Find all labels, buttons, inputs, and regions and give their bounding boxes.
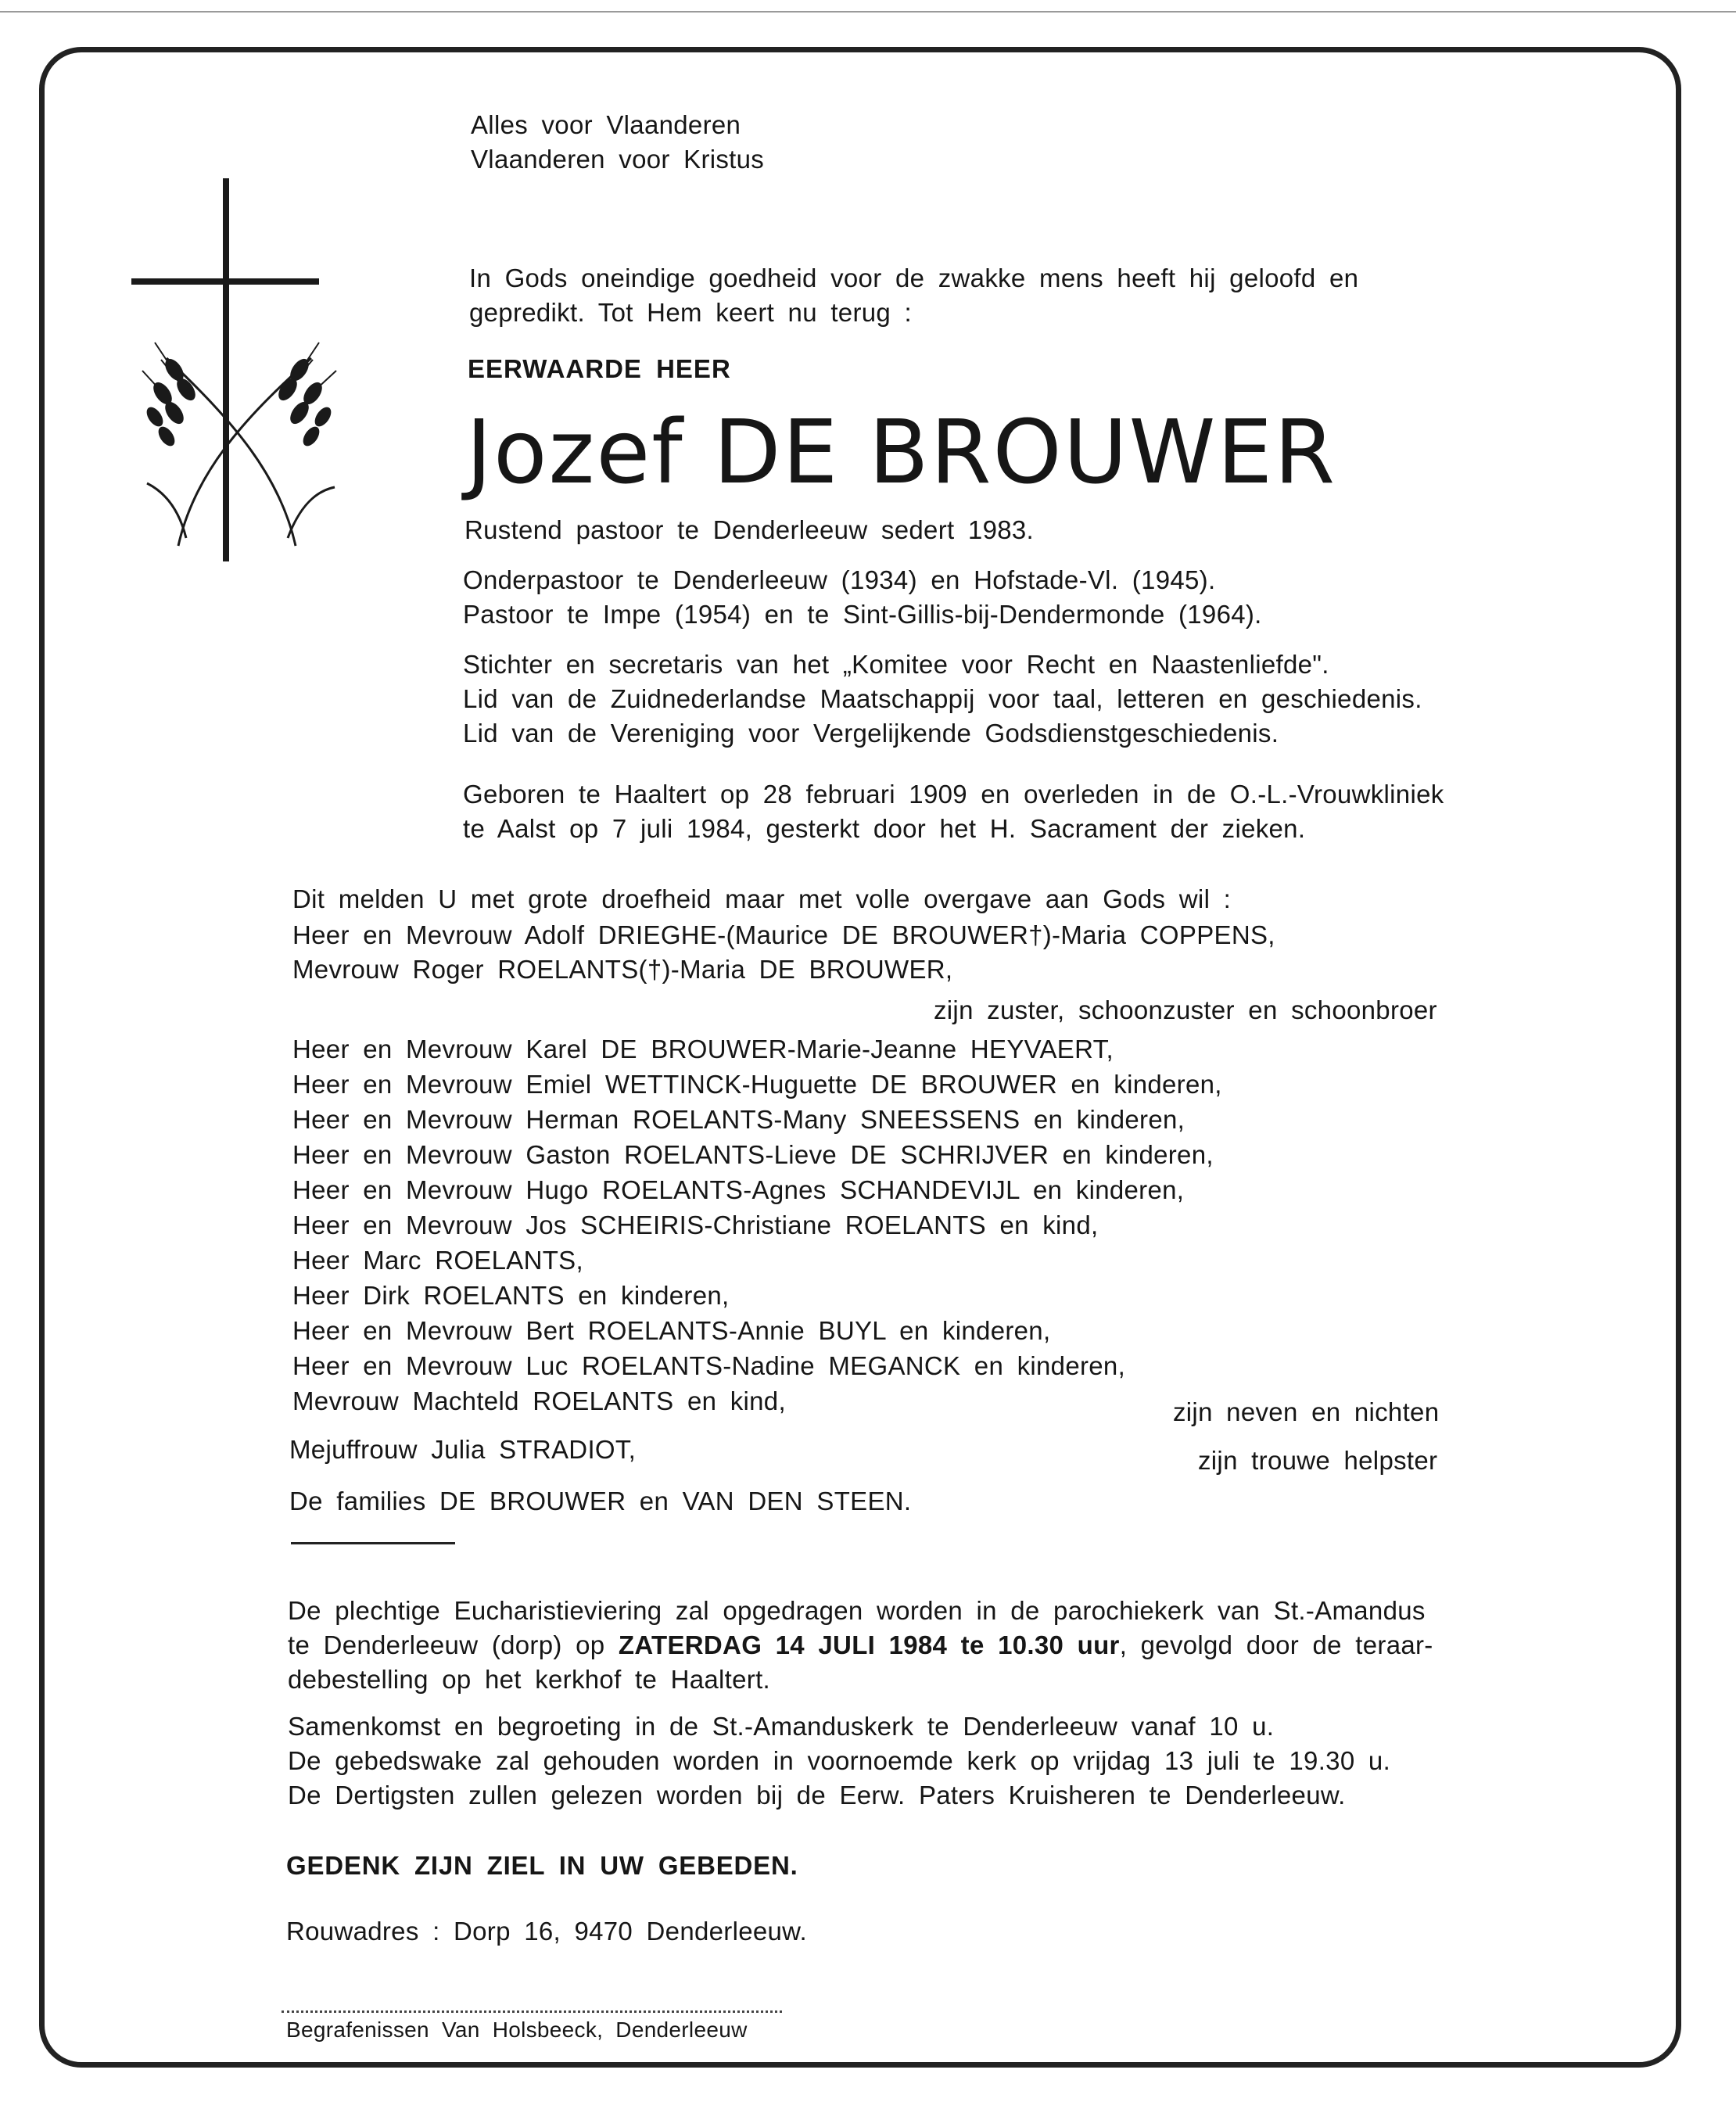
cross-wheat-icon	[131, 178, 350, 569]
career-pastor: Pastoor te Impe (1954) en te Sint-Gillis-bij-Dendermonde (1964).	[463, 600, 1262, 629]
funeral-suffix: , gevolgd door de teraar-	[1119, 1630, 1433, 1659]
sibling-1: Heer en Mevrouw Adolf DRIEGHE-(Maurice DE BROUWER†)-Maria COPPENS,	[292, 920, 1275, 949]
funeral-time: 10.30 uur	[998, 1630, 1120, 1659]
funeral-line-3: debestelling op het kerkhof te Haaltert.	[288, 1665, 771, 1694]
career-retired: Rustend pastoor te Denderleeuw sedert 1983.	[464, 515, 1034, 544]
section-divider	[291, 1542, 455, 1544]
prayer-request: GEDENK ZIJN ZIEL IN UW GEBEDEN.	[286, 1851, 798, 1880]
footer-dotted-rule	[282, 2010, 782, 2013]
nephew-3: Heer en Mevrouw Herman ROELANTS-Many SNEESSENS en kinderen,	[292, 1105, 1185, 1134]
career-curate: Onderpastoor te Denderleeuw (1934) en Hofstade-Vl. (1945).	[463, 565, 1216, 594]
helper: Mejuffrouw Julia STRADIOT,	[289, 1435, 637, 1464]
nephews-relation: zijn neven en nichten	[1173, 1397, 1440, 1426]
nephew-4: Heer en Mevrouw Gaston ROELANTS-Lieve DE SCHRIJVER en kinderen,	[292, 1140, 1214, 1169]
membership-1: Lid van de Zuidnederlandse Maatschappij voor taal, letteren en geschiedenis.	[463, 684, 1422, 713]
families: De families DE BROUWER en VAN DEN STEEN.	[289, 1487, 912, 1515]
funeral-date: ZATERDAG 14 JULI 1984	[618, 1630, 948, 1659]
funeral-line-1: De plechtige Eucharistieviering zal opgedragen worden in de parochiekerk van St.-Amandus	[288, 1596, 1426, 1625]
intro-line-1: In Gods oneindige goedheid voor de zwakke mens heeft hij geloofd en	[469, 264, 1359, 292]
membership-founder: Stichter en secretaris van het „Komitee voor Recht en Naastenliefde".	[463, 650, 1329, 679]
nephew-6: Heer en Mevrouw Jos SCHEIRIS-Christiane ROELANTS en kind,	[292, 1211, 1099, 1239]
birth-death-line-1: Geboren te Haaltert op 28 februari 1909 en overleden in de O.-L.-Vrouwkliniek	[463, 780, 1444, 809]
funeral-mid: te	[947, 1630, 999, 1659]
announcement: Dit melden U met grote droefheid maar met volle overgave aan Gods wil :	[292, 884, 1232, 913]
motto-line-2: Vlaanderen voor Kristus	[471, 145, 765, 174]
honorific: EERWAARDE HEER	[468, 354, 731, 383]
motto-line-1: Alles voor Vlaanderen	[471, 110, 741, 139]
nephew-9: Heer en Mevrouw Bert ROELANTS-Annie BUYL en kinderen,	[292, 1316, 1051, 1345]
nephew-7: Heer Marc ROELANTS,	[292, 1246, 583, 1275]
gathering-line-3: De Dertigsten zullen gelezen worden bij de Eerw. Paters Kruisheren te Denderleeuw.	[288, 1781, 1346, 1810]
membership-2: Lid van de Vereniging voor Vergelijkende Godsdienstgeschiedenis.	[463, 719, 1279, 748]
funeral-line-2	[288, 1630, 1433, 1661]
undertaker: Begrafenissen Van Holsbeeck, Denderleeuw	[286, 2018, 748, 2042]
nephew-2: Heer en Mevrouw Emiel WETTINCK-Huguette DE BROUWER en kinderen,	[292, 1070, 1222, 1099]
sibling-2: Mevrouw Roger ROELANTS(†)-Maria DE BROUWER,	[292, 955, 953, 984]
funeral-prefix: te Denderleeuw (dorp) op	[288, 1630, 619, 1659]
gathering-line-1: Samenkomst en begroeting in de St.-Amanduskerk te Denderleeuw vanaf 10 u.	[288, 1712, 1275, 1741]
nephew-11: Mevrouw Machteld ROELANTS en kind,	[292, 1386, 786, 1415]
intro-line-2: gepredikt. Tot Hem keert nu terug :	[469, 298, 912, 327]
nephew-5: Heer en Mevrouw Hugo ROELANTS-Agnes SCHANDEVIJL en kinderen,	[292, 1175, 1185, 1204]
siblings-relation: zijn zuster, schoonzuster en schoonbroer	[934, 995, 1437, 1024]
top-scan-rule	[0, 11, 1736, 13]
helper-relation: zijn trouwe helpster	[1198, 1446, 1438, 1475]
nephew-1: Heer en Mevrouw Karel DE BROUWER-Marie-Jeanne HEYVAERT,	[292, 1035, 1114, 1064]
birth-death-line-2: te Aalst op 7 juli 1984, gesterkt door het H. Sacrament der zieken.	[463, 814, 1306, 843]
mourning-address: Rouwadres : Dorp 16, 9470 Denderleeuw.	[286, 1917, 807, 1946]
gathering-line-2: De gebedswake zal gehouden worden in voornoemde kerk op vrijdag 13 juli te 19.30 u.	[288, 1746, 1391, 1775]
nephew-10: Heer en Mevrouw Luc ROELANTS-Nadine MEGANCK en kinderen,	[292, 1351, 1126, 1380]
deceased-name: Jozef DE BROUWER	[466, 402, 1337, 504]
nephew-8: Heer Dirk ROELANTS en kinderen,	[292, 1281, 730, 1310]
